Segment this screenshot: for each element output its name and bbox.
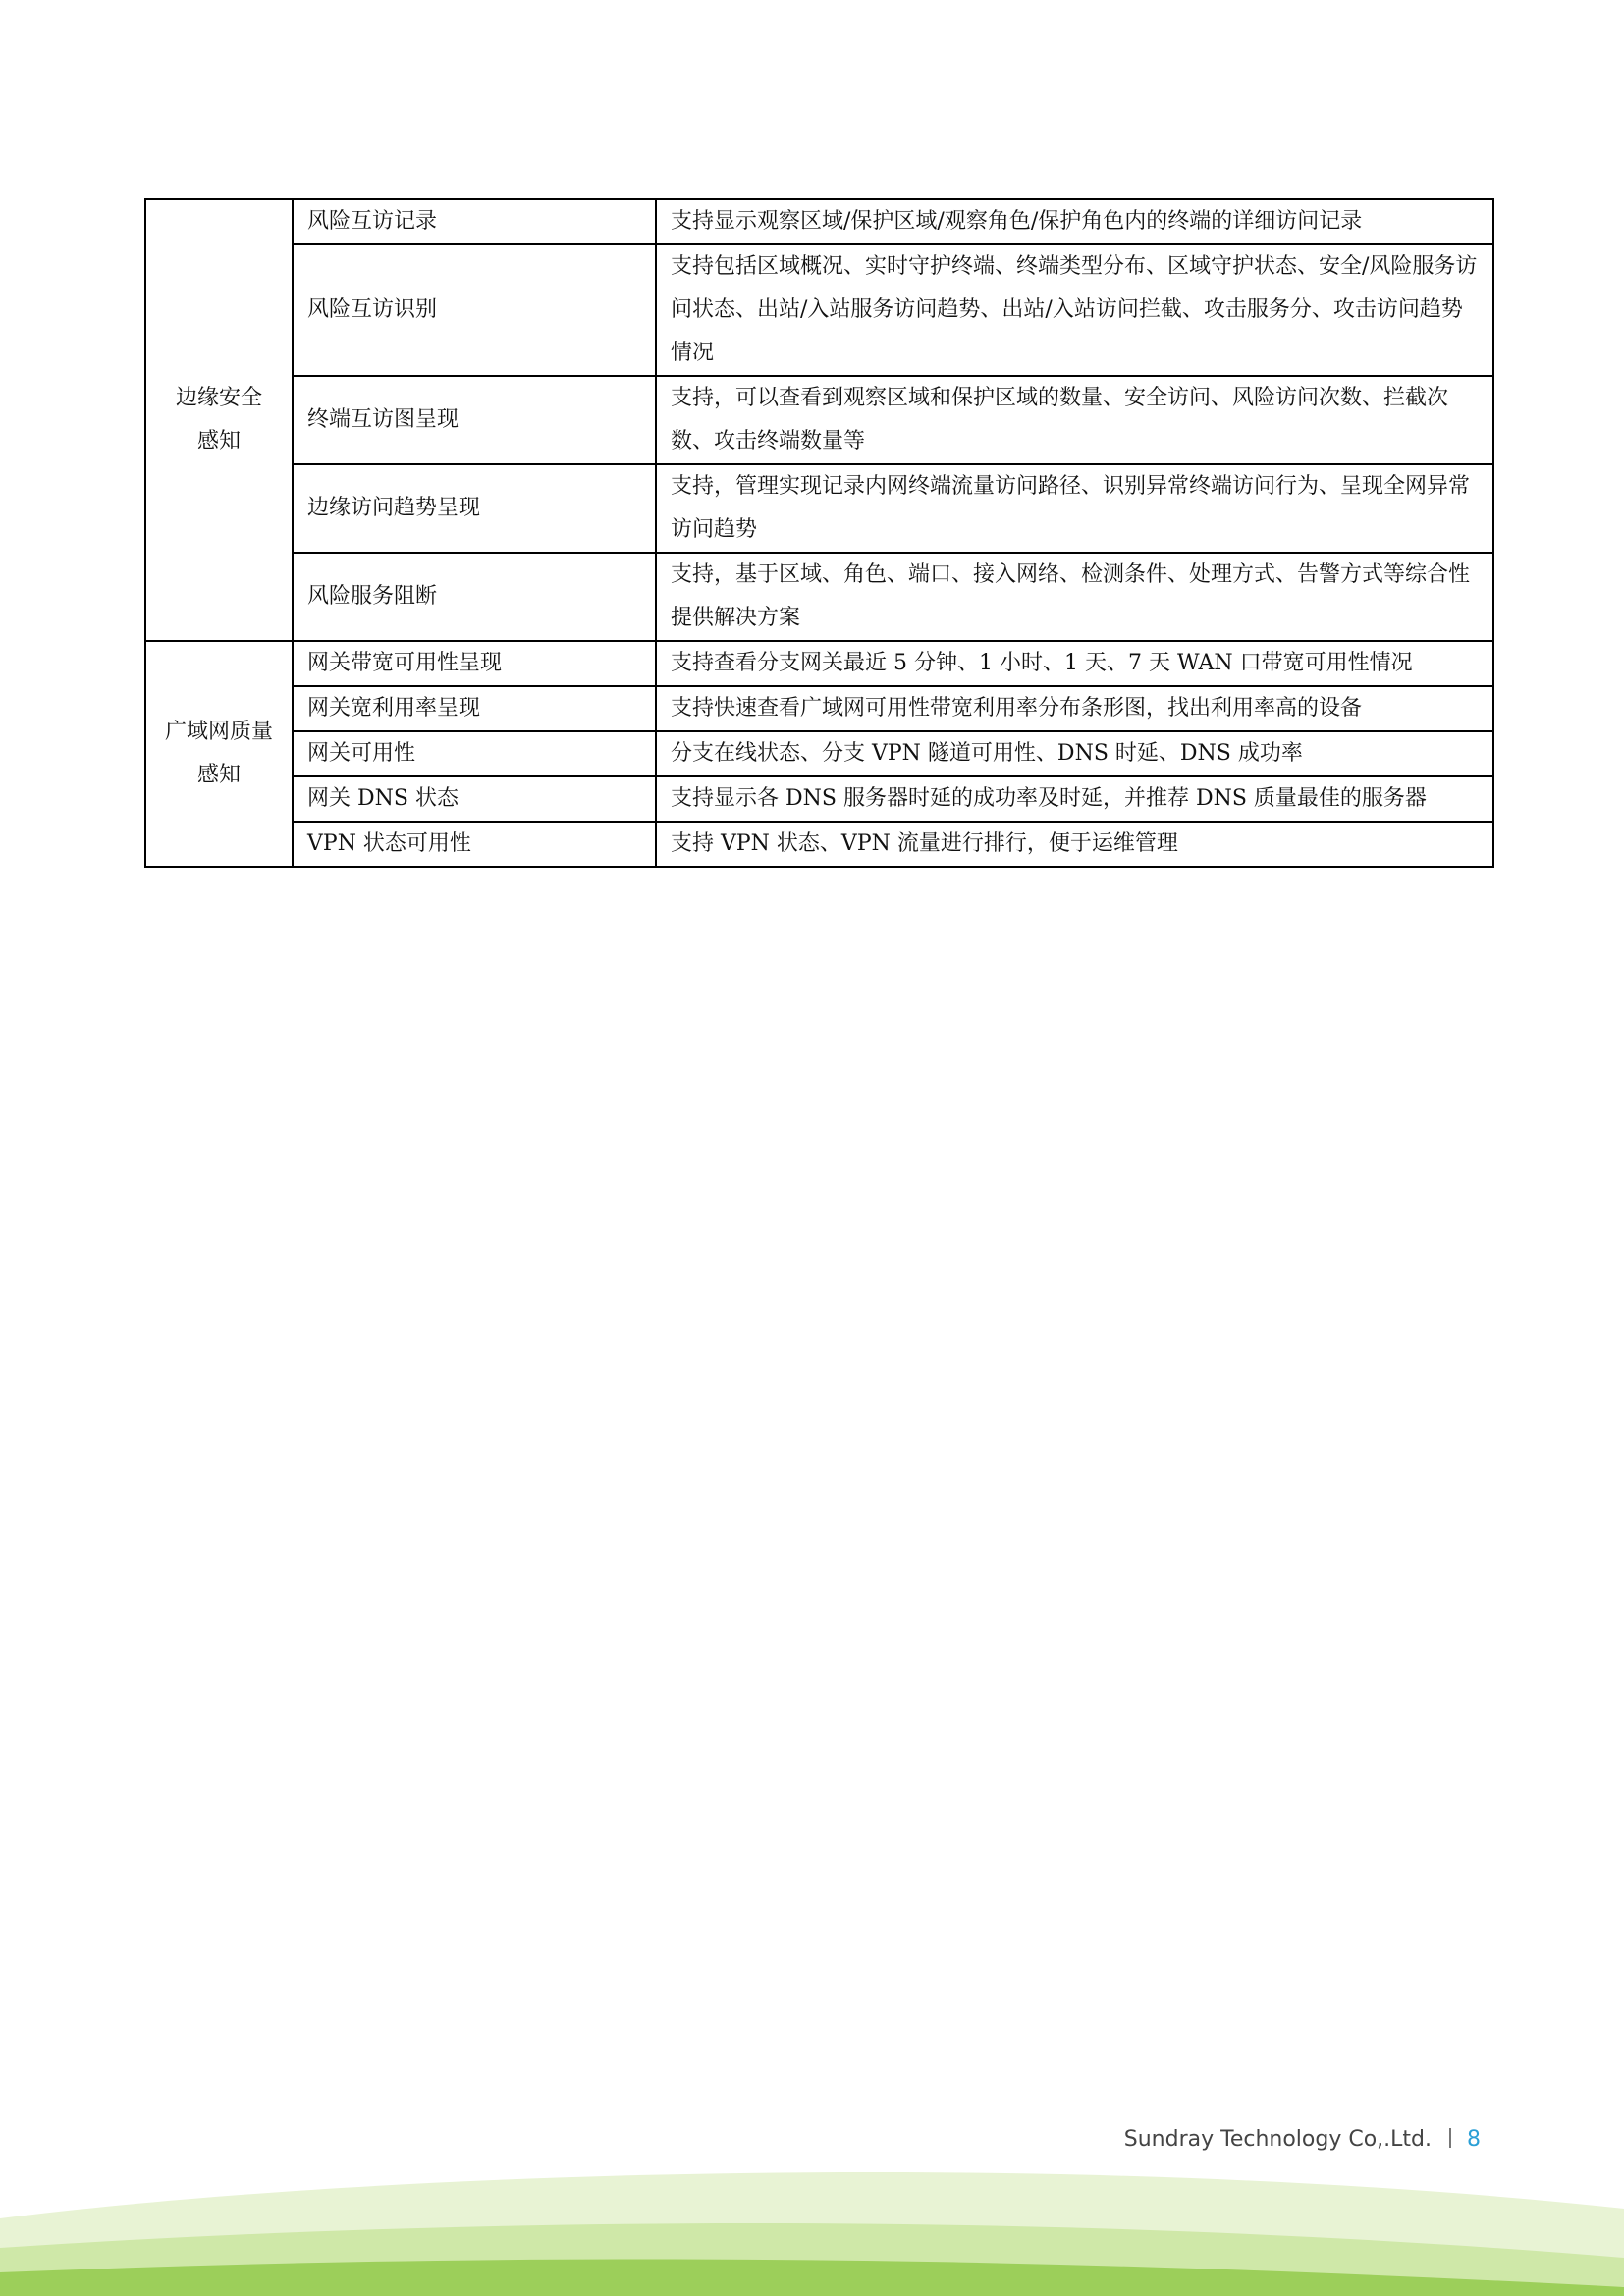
table-row <box>145 776 1493 822</box>
feature-cell: 网关可用性 <box>293 731 656 776</box>
description-cell: 支持显示观察区域/保护区域/观察角色/保护角色内的终端的详细访问记录 <box>656 199 1493 244</box>
category-cell <box>145 641 293 867</box>
category-cell <box>145 199 293 641</box>
description-cell: 支持查看分支网关最近 5 分钟、1 小时、1 天、7 天 WAN 口带宽可用性情况 <box>656 641 1493 686</box>
category-label-line: 边缘安全 <box>175 386 262 410</box>
feature-table <box>144 198 1494 868</box>
table-row <box>145 376 1493 464</box>
feature-cell: 网关带宽可用性呈现 <box>293 641 656 686</box>
feature-cell: VPN 状态可用性 <box>293 822 656 867</box>
description-cell: 支持包括区域概况、实时守护终端、终端类型分布、区域守护状态、安全/风险服务访问状态、出站/入站服务访问趋势、出站/入站访问拦截、攻击服务分、攻击访问趋势情况 <box>656 244 1493 376</box>
table-row <box>145 199 1493 244</box>
page-number: 8 <box>1467 2127 1481 2152</box>
description-cell: 分支在线状态、分支 VPN 隧道可用性、DNS 时延、DNS 成功率 <box>656 731 1493 776</box>
table-row <box>145 731 1493 776</box>
feature-cell: 风险服务阻断 <box>293 553 656 641</box>
decorative-wave-banner <box>0 2140 1624 2296</box>
description-cell: 支持快速查看广域网可用性带宽利用率分布条形图，找出利用率高的设备 <box>656 686 1493 731</box>
feature-cell: 网关 DNS 状态 <box>293 776 656 822</box>
table-row <box>145 464 1493 553</box>
table-row <box>145 244 1493 376</box>
feature-cell: 风险互访识别 <box>293 244 656 376</box>
table-row <box>145 822 1493 867</box>
description-cell: 支持，可以查看到观察区域和保护区域的数量、安全访问、风险访问次数、拦截次数、攻击终端数量等 <box>656 376 1493 464</box>
feature-cell: 终端互访图呈现 <box>293 376 656 464</box>
description-cell: 支持 VPN 状态、VPN 流量进行排行，便于运维管理 <box>656 822 1493 867</box>
description-cell: 支持显示各 DNS 服务器时延的成功率及时延，并推荐 DNS 质量最佳的服务器 <box>656 776 1493 822</box>
table-row <box>145 686 1493 731</box>
description-cell: 支持，基于区域、角色、端口、接入网络、检测条件、处理方式、告警方式等综合性提供解决方案 <box>656 553 1493 641</box>
feature-cell: 风险互访记录 <box>293 199 656 244</box>
category-label-line: 感知 <box>196 429 241 454</box>
category-label-line: 感知 <box>196 763 241 787</box>
company-name: Sundray Technology Co,.Ltd. <box>1123 2127 1432 2152</box>
table-row <box>145 641 1493 686</box>
feature-cell: 网关宽利用率呈现 <box>293 686 656 731</box>
table-row <box>145 553 1493 641</box>
category-label-line: 广域网质量 <box>164 720 273 744</box>
feature-cell: 边缘访问趋势呈现 <box>293 464 656 553</box>
description-cell: 支持，管理实现记录内网终端流量访问路径、识别异常终端访问行为、呈现全网异常访问趋势 <box>656 464 1493 553</box>
